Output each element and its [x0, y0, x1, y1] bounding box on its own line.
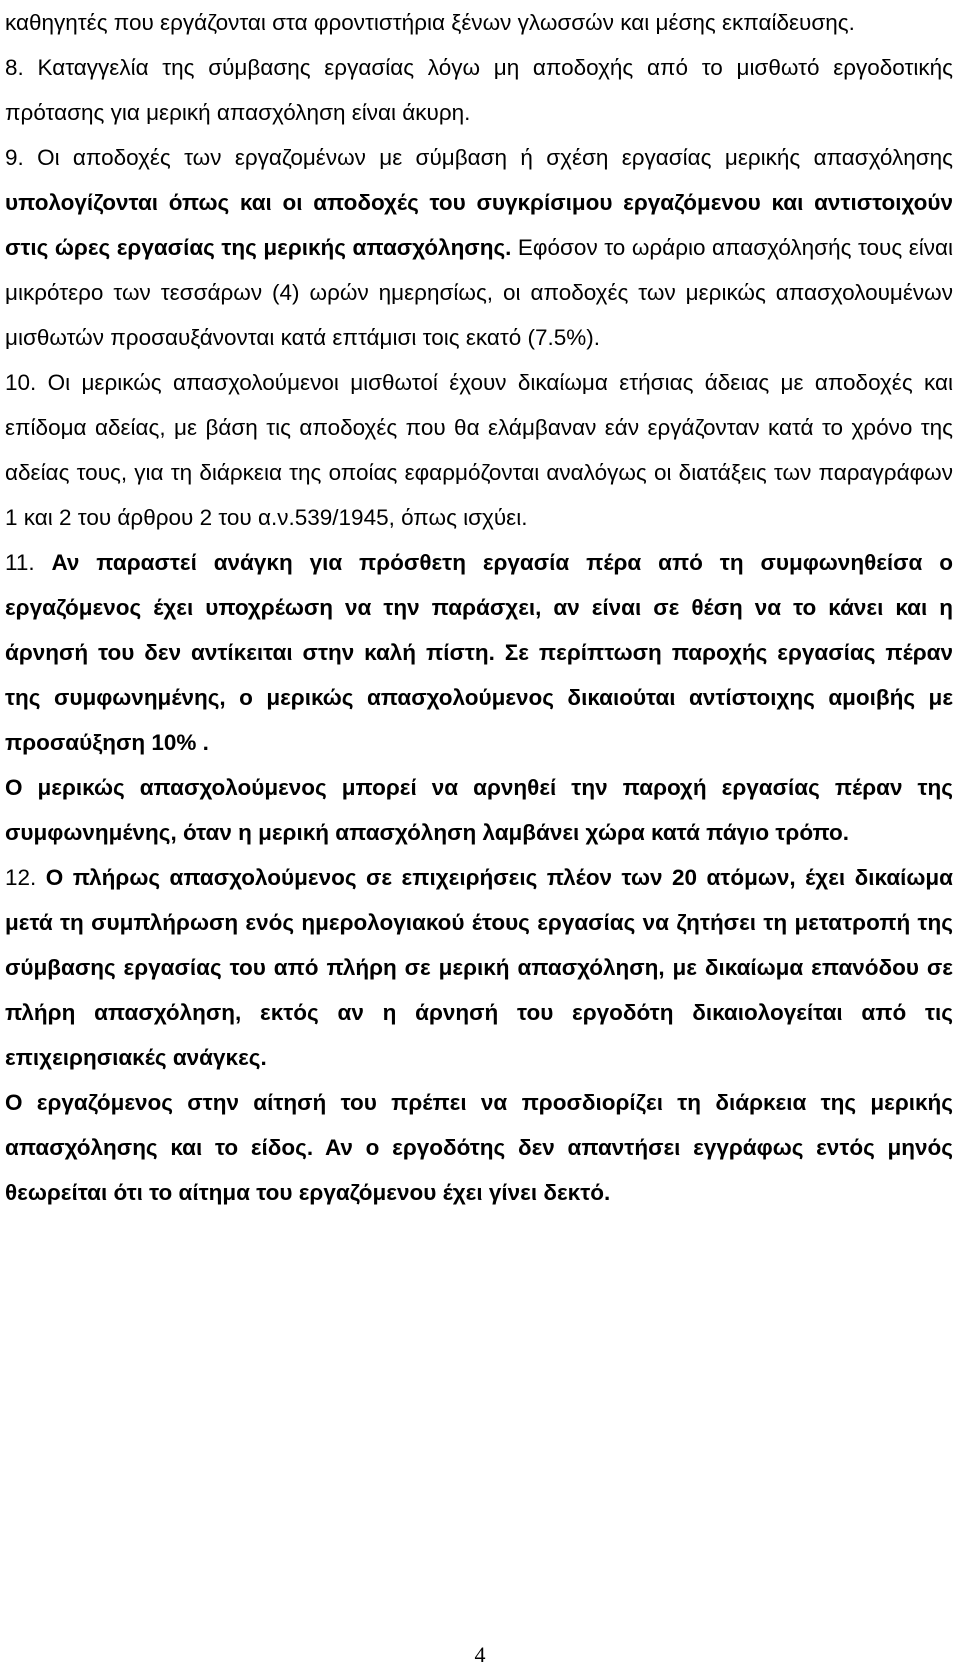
paragraph-10-text: 10. Οι μερικώς απασχολούμενοι μισθωτοί έχουν δικαίωμα ετήσιας άδειας με αποδοχές και επίδομα αδείας, με βάση τις αποδοχές που θα ελάμβαναν εάν εργάζονταν κατά το χρόνο της αδείας τους, για τη διάρκεια της οποίας εφαρμόζονται αναλόγως οι διατάξεις των παραγράφων 1 και 2 του άρθρου 2 του α.ν.539/1945, όπως ισχύει. — [5, 370, 953, 530]
paragraph-8-text: 8. Καταγγελία της σύμβασης εργασίας λόγω μη αποδοχής από το μισθωτό εργοδοτικής πρότασης για μερική απασχόληση είναι άκυρη. — [5, 55, 953, 125]
paragraph-9-text-1: 9. Οι αποδοχές των εργαζομένων με σύμβαση ή σχέση εργασίας μερικής απασχόλησης — [5, 145, 953, 170]
document-page — [5, 0, 953, 1215]
paragraph-11 — [5, 540, 953, 765]
paragraph-12-bold: Ο πλήρως απασχολούμενος σε επιχειρήσεις πλέον των 20 ατόμων, έχει δικαίωμα μετά τη συμπλήρωση ενός ημερολογιακού έτους εργασίας να ζητήσει τη μετατροπή της σύμβασης εργασίας του από πλήρη σε μερική απασχόληση, με δικαίωμα επανόδου σε πλήρη απασχόληση, εκτός αν η άρνησή του εργοδότη δικαιολογείται από τις επιχειρησιακές ανάγκες. — [5, 865, 954, 1070]
paragraph-12-continued-text: Ο εργαζόμενος στην αίτησή του πρέπει να προσδιορίζει τη διάρκεια της μερικής απασχόλησης και το είδος. Αν ο εργοδότης δεν απαντήσει εγγράφως εντός μηνός θεωρείται ότι το αίτημα του εργαζόμενου έχει γίνει δεκτό. — [5, 1090, 953, 1205]
paragraph-10 — [5, 360, 953, 540]
paragraph-11-continued-text: Ο μερικώς απασχολούμενος μπορεί να αρνηθεί την παροχή εργασίας πέραν της συμφωνημένης, όταν η μερική απασχόληση λαμβάνει χώρα κατά πάγιο τρόπο. — [5, 775, 953, 845]
paragraph-11-continued — [5, 765, 953, 855]
paragraph-12 — [5, 855, 953, 1080]
paragraph-8 — [5, 45, 953, 135]
paragraph-9-text-2: Εφόσον το ωράριο απασχόλησής τους είναι μικρότερο των τεσσάρων (4) ωρών ημερησίως, οι αποδοχές των μερικώς απασχολουμένων μισθωτών προσαυξάνονται κατά επτάμισι τοις εκατό (7.5%). — [5, 235, 953, 350]
paragraph-intro-text: καθηγητές που εργάζονται στα φροντιστήρια ξένων γλωσσών και μέσης εκπαίδευσης. — [5, 10, 855, 35]
paragraph-11-bold: Αν παραστεί ανάγκη για πρόσθετη εργασία πέρα από τη συμφωνηθείσα ο εργαζόμενος έχει υποχρέωση να την παράσχει, αν είναι σε θέση να το κάνει και η άρνησή του δεν αντίκειται στην καλή πίστη. Σε περίπτωση παροχής εργασίας πέραν της συμφωνημένης, ο μερικώς απασχολούμενος δικαιούται αντίστοιχης αμοιβής με προσαύξηση 10% . — [5, 550, 953, 755]
paragraph-12-number: 12. — [5, 865, 46, 890]
paragraph-intro — [5, 0, 953, 45]
page-number: 4 — [474, 1642, 486, 1667]
paragraph-12-continued — [5, 1080, 953, 1215]
paragraph-9 — [5, 135, 953, 360]
paragraph-11-number: 11. — [5, 550, 52, 575]
paragraph-9-bold: υπολογίζονται όπως και οι αποδοχές του συγκρίσιμου εργαζόμενου και αντιστοιχούν στις ώρες εργασίας της μερικής απασχόλησης. — [5, 190, 953, 260]
